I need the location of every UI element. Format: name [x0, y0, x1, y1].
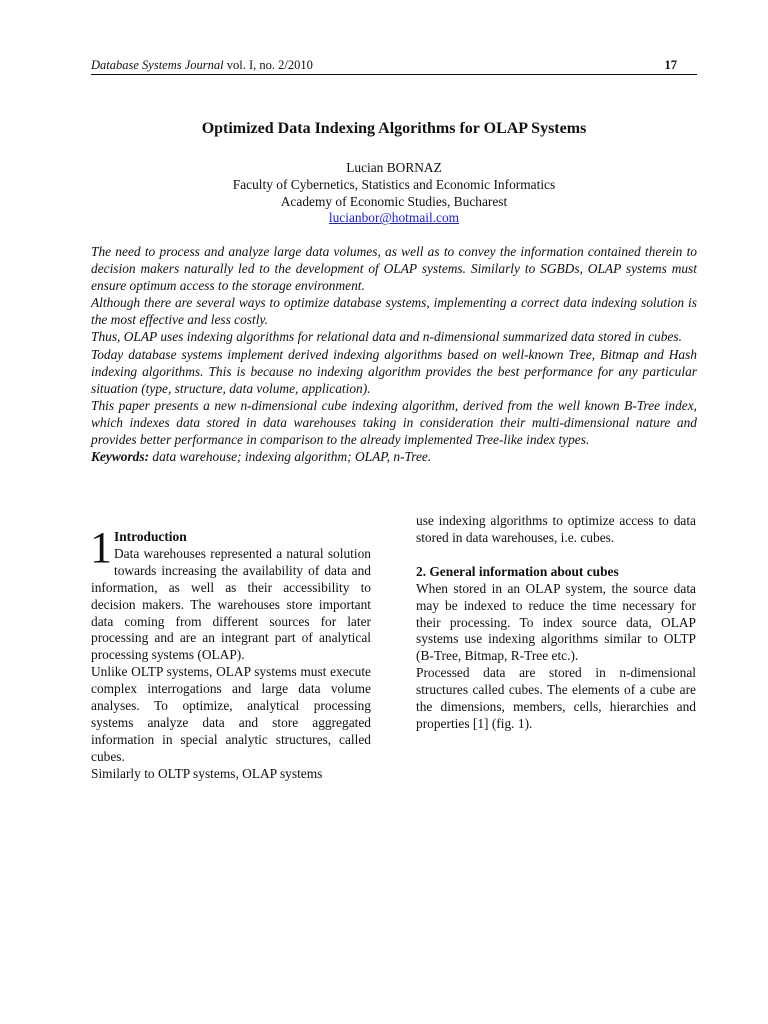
body-paragraph: Unlike OLTP systems, OLAP systems must execute complex interrogations and large data volume analyses. To optimize, analytical processing systems analyze data and store aggregated information in special analytic structures, called cubes. — [91, 664, 371, 764]
header-rule — [91, 74, 697, 75]
body-paragraph: When stored in an OLAP system, the source data may be indexed to reduce the time necessary for their processing. To index source data, OLAP systems use indexing algorithms similar to OLTP (B-Tree, Bitmap, R-Tree etc.). — [416, 580, 696, 664]
keywords — [91, 448, 697, 465]
right-column — [416, 513, 696, 733]
abstract-paragraph: The need to process and analyze large data volumes, as well as to convey the information contained therein to decision makers naturally led to the development of OLAP systems. Similarly to SGBDs, OLAP systems must ensure optimum access to the storage environment. — [91, 244, 697, 294]
section-number-dropcap: 1 — [90, 523, 112, 572]
author-block — [91, 160, 697, 227]
paper-title: Optimized Data Indexing Algorithms for OLAP Systems — [201, 120, 587, 137]
keywords-label: Keywords: — [91, 449, 150, 465]
section-heading-cubes: 2. General information about cubes — [416, 563, 619, 579]
running-header — [91, 57, 697, 73]
body-paragraph: Similarly to OLTP systems, OLAP systems — [91, 765, 323, 781]
keywords-text: data warehouse; indexing algorithm; OLAP, n-Tree. — [149, 449, 432, 465]
abstract-paragraph: Thus, OLAP uses indexing algorithms for relational data and n-dimensional summarized data stored in cubes. — [91, 329, 682, 345]
body-paragraph: Processed data are stored in n-dimensional structures called cubes. The elements of a cube are the dimensions, members, cells, hierarchies and properties [1] (fig. 1). — [416, 665, 696, 731]
author-email-link[interactable]: lucianbor@hotmail.com — [328, 210, 460, 226]
abstract-paragraph: Today database systems implement derived indexing algorithms based on well-known Tree, Bitmap and Hash indexing algorithms. This is because no indexing algorithm provides the best performance for any particular situation (type, structure, data volume, application). — [91, 346, 697, 396]
body-paragraph: Data warehouses represented a natural solution towards increasing the availability of data and information, as well as their accessibility to decision makers. The warehouses store important data coming from different sources for later processing and are an integrant part of analytical processing systems (OLAP). — [91, 545, 371, 663]
abstract-paragraph: Although there are several ways to optimize database systems, implementing a correct data indexing solution is the most effective and less costly. — [91, 295, 697, 328]
author-affiliation-academy: Academy of Economic Studies, Bucharest — [280, 193, 508, 209]
section-heading-introduction: Introduction — [114, 529, 187, 544]
body-paragraph: use indexing algorithms to optimize access to data stored in data warehouses, i.e. cubes. — [416, 513, 696, 545]
left-column — [90, 523, 371, 783]
journal-volume: vol. I, no. 2/2010 — [226, 58, 313, 72]
author-name: Lucian BORNAZ — [346, 160, 442, 175]
abstract — [91, 243, 697, 465]
abstract-paragraph: This paper presents a new n-dimensional cube indexing algorithm, derived from the well known B-Tree index, which indexes data stored in data warehouses taking in consideration their multi-dimensional nature and provides better performance in comparison to the already implemented Tree-like index types. — [91, 397, 697, 448]
author-affiliation-faculty: Faculty of Cybernetics, Statistics and Economic Informatics — [232, 176, 556, 192]
journal-name: Database Systems Journal — [91, 58, 224, 72]
page-number: 17 — [664, 58, 677, 72]
